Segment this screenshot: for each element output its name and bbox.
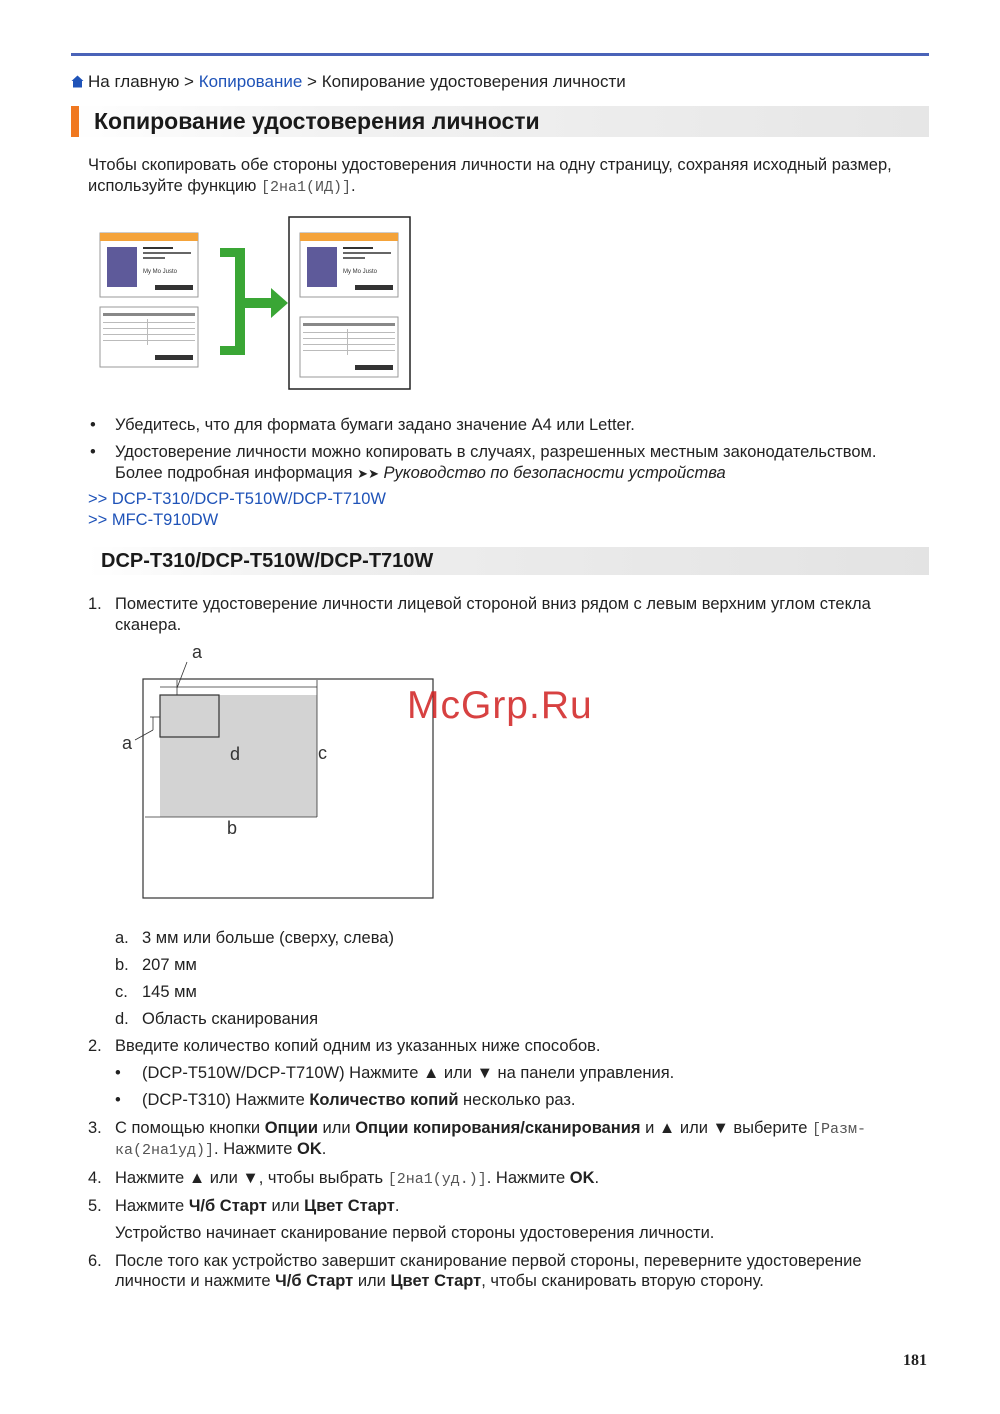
- section-heading-bar: [88, 547, 929, 575]
- legend-key: a.: [115, 929, 129, 947]
- breadcrumb-section-link[interactable]: Копирование: [198, 72, 303, 91]
- breadcrumb-current: Копирование удостоверения личности: [321, 72, 626, 91]
- step-number: 2.: [88, 1037, 102, 1055]
- double-arrow-icon: ➤➤: [357, 466, 379, 481]
- dimension-label-b: b: [227, 818, 238, 838]
- section-heading: DCP-T310/DCP-T510W/DCP-T710W: [101, 550, 434, 572]
- safety-guide-reference[interactable]: Руководство по безопасности устройства: [378, 464, 726, 482]
- dimension-label-d: d: [230, 744, 241, 764]
- svg-text:My Mo Justo: My Mo Justo: [343, 269, 378, 275]
- step3-line-2: ка(2на1уд)]. Нажмите OK.: [115, 1140, 327, 1159]
- step-number: 6.: [88, 1252, 102, 1270]
- legend-text: 145 мм: [142, 983, 197, 1001]
- step6-line-1: После того как устройство завершит сканирование первой стороны, переверните удостоверение: [115, 1252, 862, 1270]
- step5-result: Устройство начинает сканирование первой стороны удостоверения личности.: [115, 1224, 715, 1242]
- bullet-dot: •: [115, 1064, 121, 1082]
- intro-line-2: используйте функцию [2на1(ИД)].: [88, 177, 356, 196]
- page-title-bar: [71, 106, 929, 137]
- model-link-mfc[interactable]: >> MFC-T910DW: [88, 511, 219, 529]
- arrow-right-icon: [220, 248, 288, 355]
- scanner-glass-diagram: [115, 640, 445, 902]
- page-title: Копирование удостоверения личности: [94, 108, 540, 134]
- top-rule: [71, 53, 929, 56]
- breadcrumb-home[interactable]: На главную: [88, 72, 180, 91]
- id-card-copy-illustration: [95, 215, 415, 393]
- legend-text: 207 мм: [142, 956, 197, 974]
- id-card-front: [100, 233, 198, 297]
- note-paper-size: Убедитесь, что для формата бумаги задано значение A4 или Letter.: [115, 416, 635, 434]
- legend-key: c.: [115, 983, 128, 1001]
- legend-key: d.: [115, 1010, 129, 1028]
- step6-line-2: личности и нажмите Ч/б Старт или Цвет Старт, чтобы сканировать вторую сторону.: [115, 1272, 764, 1290]
- step-number: 1.: [88, 595, 102, 613]
- dimension-label-c: c: [318, 743, 327, 763]
- home-icon[interactable]: [71, 75, 84, 88]
- legend-key: b.: [115, 956, 129, 974]
- id-card-back: [100, 307, 198, 367]
- step2-text: Введите количество копий одним из указанных ниже способов.: [115, 1037, 601, 1055]
- step3-line-1: С помощью кнопки Опции или Опции копирования/сканирования и ▲ или ▼ выберите [Разм-: [115, 1119, 867, 1138]
- legend-text: Область сканирования: [142, 1010, 319, 1028]
- step2-option-arrows: (DCP-T510W/DCP-T710W) Нажмите ▲ или ▼ на панели управления.: [142, 1064, 675, 1082]
- breadcrumb-separator: >: [302, 72, 322, 91]
- step-number: 3.: [88, 1119, 102, 1137]
- function-code: [2на1(ИД)]: [261, 179, 352, 196]
- step-number: 5.: [88, 1197, 102, 1215]
- watermark: McGrp.Ru: [407, 684, 593, 727]
- note-legal-line-1: Удостоверение личности можно копировать в случаях, разрешенных местным законодательством.: [115, 443, 877, 461]
- step5-text: Нажмите Ч/б Старт или Цвет Старт.: [115, 1197, 400, 1215]
- intro-line-1: Чтобы скопировать обе стороны удостоверения личности на одну страницу, сохраняя исходный размер,: [88, 156, 892, 174]
- model-link-dcp[interactable]: >> DCP-T310/DCP-T510W/DCP-T710W: [88, 490, 386, 508]
- title-accent-mark: [71, 106, 79, 137]
- bullet-dot: •: [115, 1091, 121, 1109]
- copies-button-label: Количество копий: [309, 1091, 459, 1109]
- step4-text: Нажмите ▲ или ▼, чтобы выбрать [2на1(уд.)]. Нажмите OK.: [115, 1169, 600, 1188]
- bullet-dot: •: [90, 416, 96, 434]
- note-legal-line-2: Более подробная информация ➤➤ Руководство по безопасности устройства: [115, 464, 726, 482]
- step-number: 4.: [88, 1169, 102, 1187]
- page-number: 181: [903, 1352, 927, 1369]
- dimension-label-a-left: a: [122, 733, 133, 753]
- output-page: [289, 217, 410, 389]
- breadcrumb: [71, 71, 626, 93]
- legend-text: 3 мм или больше (сверху, слева): [142, 929, 394, 947]
- step1-line-1: Поместите удостоверение личности лицевой стороной вниз рядом с левым верхним углом стекла: [115, 595, 871, 613]
- step2-option-copies: (DCP-T310) Нажмите Количество копий несколько раз.: [142, 1091, 576, 1109]
- breadcrumb-separator: >: [179, 72, 199, 91]
- bullet-dot: •: [90, 443, 96, 461]
- svg-text:My Mo Justo: My Mo Justo: [143, 269, 178, 275]
- step1-line-2: сканера.: [115, 616, 182, 634]
- dimension-label-a-top: a: [192, 642, 203, 662]
